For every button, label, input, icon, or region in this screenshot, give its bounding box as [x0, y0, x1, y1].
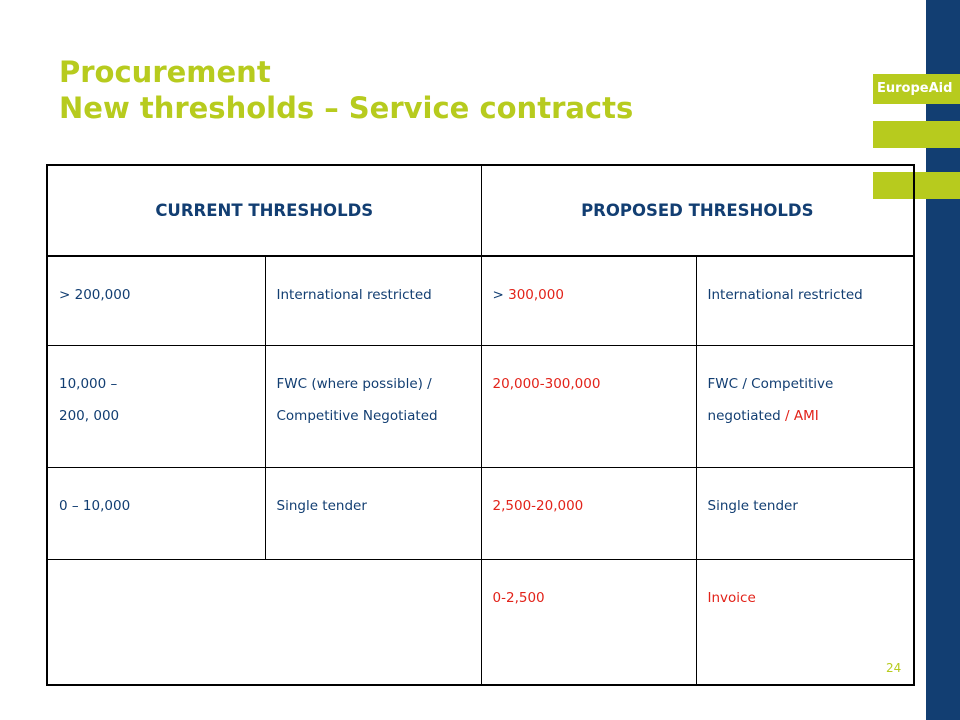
proposed-procedure: International restricted	[707, 287, 863, 303]
current-value-line-1: 10,000 –	[59, 376, 118, 392]
proposed-procedure: Invoice	[707, 590, 756, 606]
brand-logo: EuropeAid	[873, 74, 960, 104]
page-number: 24	[886, 661, 902, 675]
proposed-procedure-cell	[696, 346, 914, 468]
proposed-value-cell	[481, 256, 696, 346]
current-procedure	[266, 346, 481, 432]
proposed-procedure-cell	[696, 468, 914, 560]
proposed-procedure	[697, 346, 914, 432]
current-value	[48, 346, 265, 432]
proposed-procedure-suffix: / AMI	[780, 408, 819, 424]
proposed-procedure-cell	[696, 256, 914, 346]
table-row	[47, 346, 914, 468]
accent-bar-1	[873, 121, 960, 148]
right-decorative-bar	[926, 0, 960, 720]
proposed-value: 20,000-300,000	[492, 376, 601, 392]
title-line-2: New thresholds – Service contracts	[59, 91, 634, 125]
proposed-procedure: Single tender	[707, 498, 798, 514]
proposed-procedure-line-1: FWC / Competitive	[707, 376, 834, 392]
current-value: > 200,000	[59, 287, 131, 303]
slide-title	[59, 54, 859, 126]
empty-current-cell	[47, 560, 481, 686]
proposed-value-cell	[481, 560, 696, 686]
current-procedure: Single tender	[276, 498, 367, 514]
proposed-value-amount: 300,000	[508, 287, 564, 303]
table-row	[47, 256, 914, 346]
header-current-thresholds: CURRENT THRESHOLDS	[47, 165, 481, 256]
current-value-cell	[47, 468, 265, 560]
proposed-procedure-line-2	[708, 400, 914, 432]
current-procedure-line-2: Competitive Negotiated	[276, 408, 438, 424]
current-value-line-2: 200, 000	[59, 408, 120, 424]
current-procedure-line-1: FWC (where possible) /	[276, 376, 432, 392]
proposed-procedure-text: negotiated	[707, 408, 781, 424]
current-procedure: International restricted	[276, 287, 432, 303]
proposed-value-cell	[481, 468, 696, 560]
current-procedure-cell	[265, 346, 481, 468]
proposed-procedure-cell	[696, 560, 914, 686]
proposed-value-prefix: >	[492, 287, 509, 303]
current-procedure-cell	[265, 256, 481, 346]
thresholds-table	[46, 164, 915, 686]
proposed-value: 2,500-20,000	[492, 498, 584, 514]
current-procedure-cell	[265, 468, 481, 560]
proposed-value-cell	[481, 346, 696, 468]
title-line-1: Procurement	[59, 55, 271, 89]
header-proposed-thresholds: PROPOSED THRESHOLDS	[481, 165, 914, 256]
proposed-value: 0-2,500	[492, 590, 545, 606]
current-value-cell	[47, 346, 265, 468]
table-header-row	[47, 165, 914, 256]
table-row	[47, 560, 914, 686]
current-value: 0 – 10,000	[59, 498, 131, 514]
proposed-value	[482, 257, 696, 311]
table-row	[47, 468, 914, 560]
current-value-cell	[47, 256, 265, 346]
